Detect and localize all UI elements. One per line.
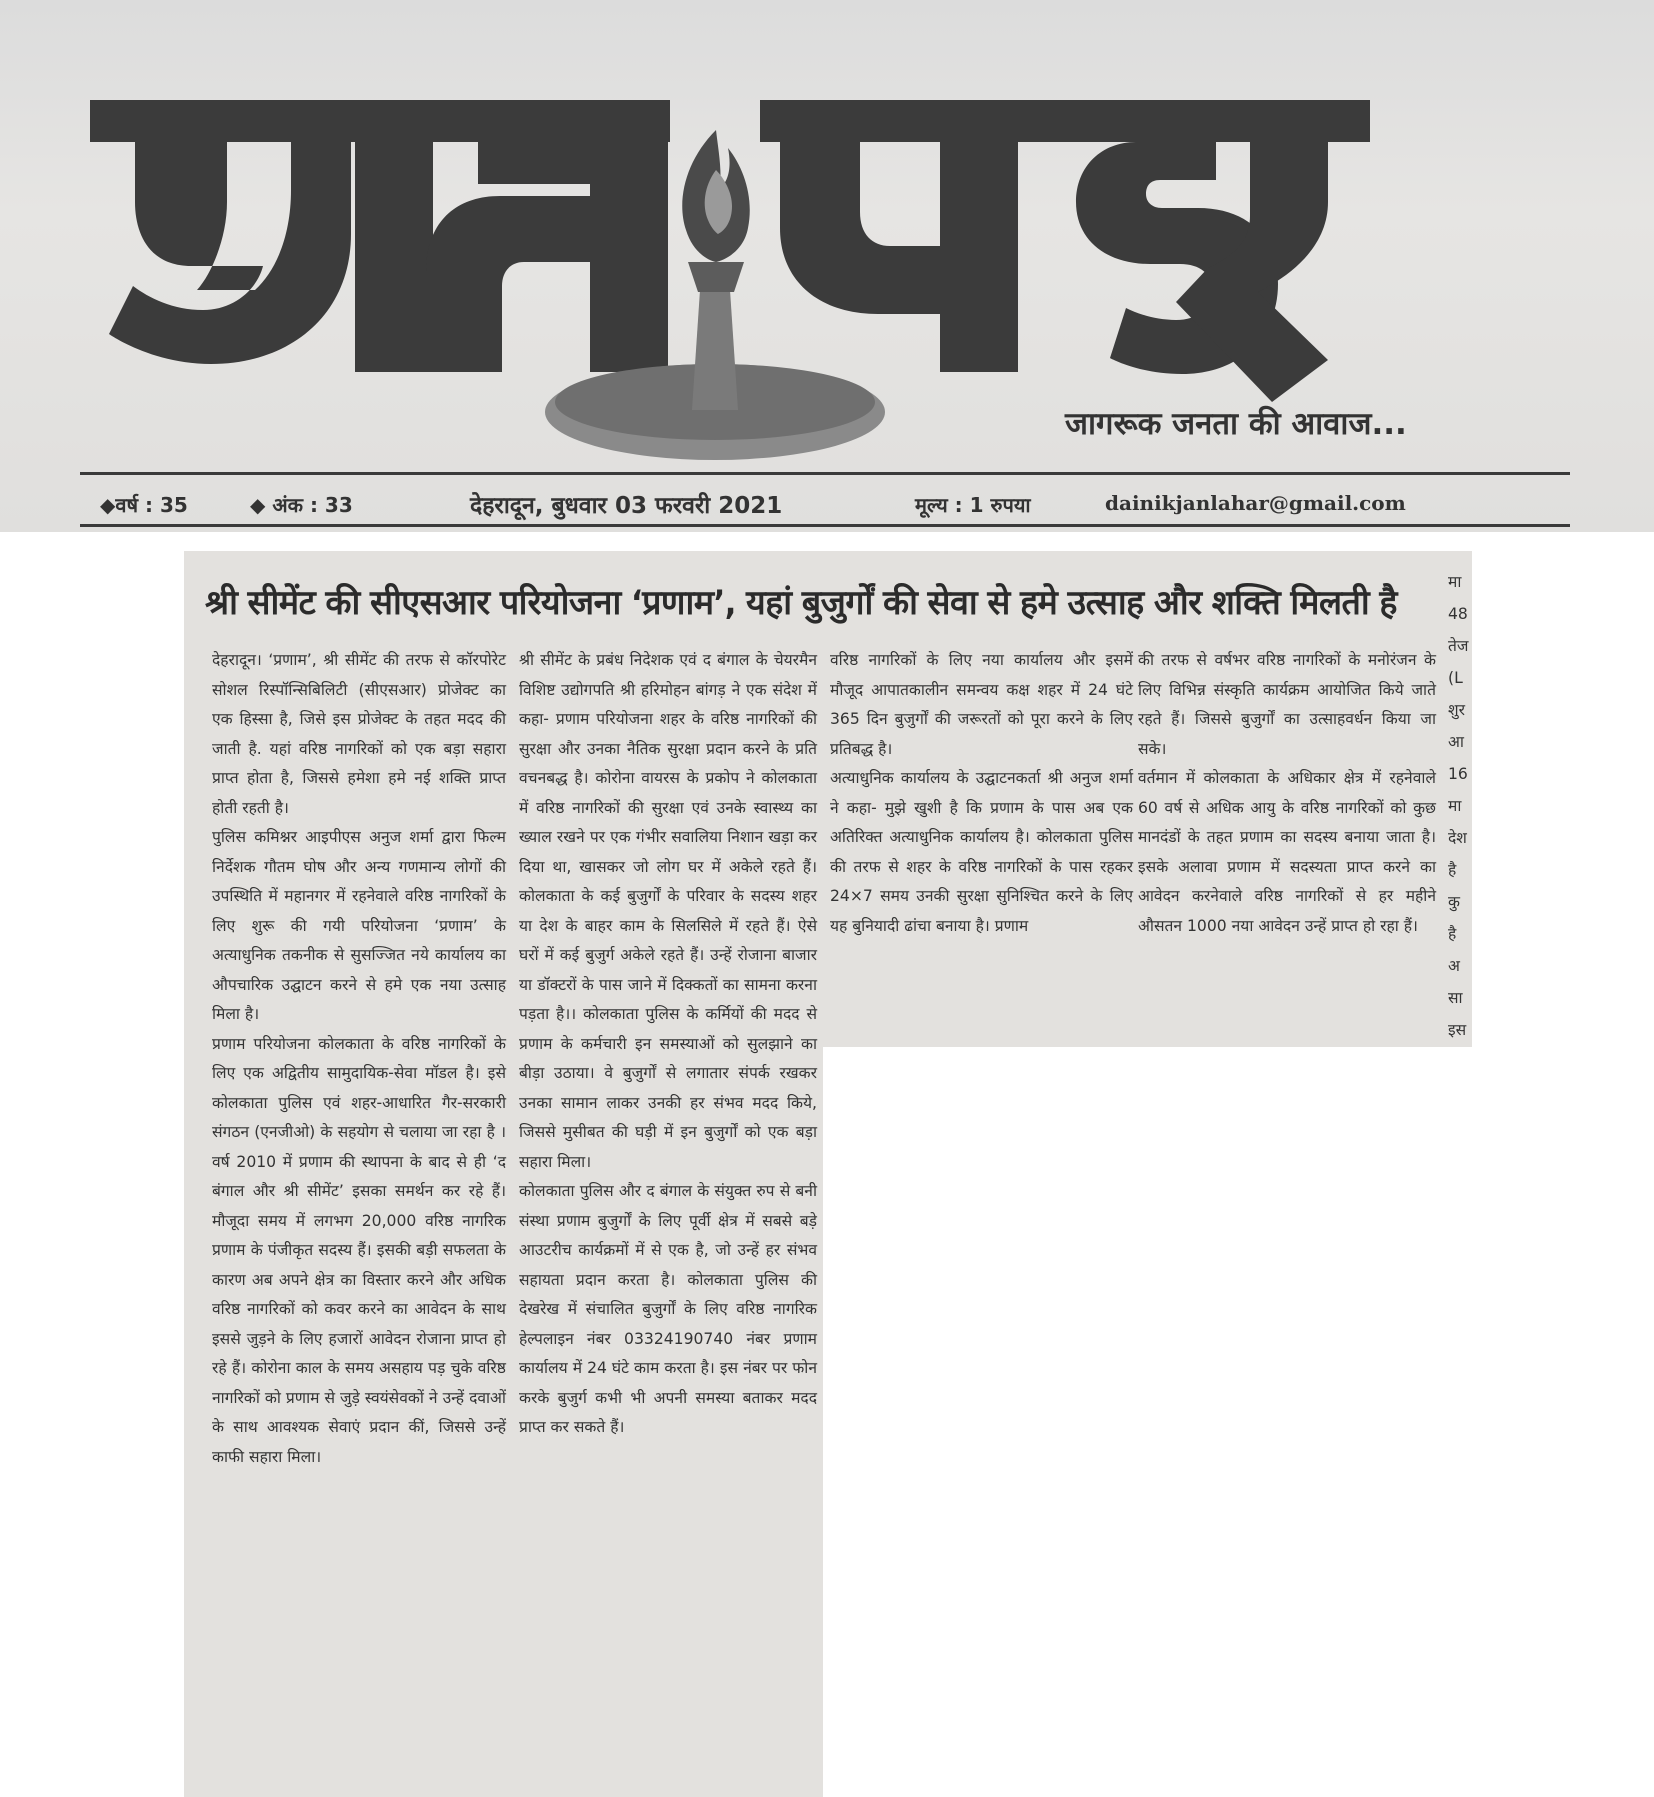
fragment-text: है (1448, 925, 1457, 943)
contact-email: dainikjanlahar@gmail.com (1105, 491, 1406, 515)
fragment-text: मा (1448, 573, 1462, 591)
article-paragraph: प्रणाम परियोजना कोलकाता के वरिष्ठ नागरिकों के लिए एक अद्वितीय सामुदायिक-सेवा मॉडल है। इसे कोलकाता पुलिस एवं शहर-आधारित गैर-सरकारी संगठन (एनजीओ) के सहयोग से चलाया जा रहा है । वर्ष 2010 में प्रणाम की स्थापना के बाद से ही ‘द बंगाल और श्री सीमेंट’ इसका समर्थन कर रहे हैं। मौजूदा समय में लगभग 20,000 वरिष्ठ नागरिक प्रणाम के पंजीकृत सदस्य हैं। इसकी बड़ी सफलता के कारण अब अपने क्षेत्र का विस्तार करने और अधिक वरिष्ठ नागरिकों को कवर करने का आवेदन के साथ इससे जुड़ने के लिए हजारों आवेदन रोजाना प्राप्त हो रहे हैं। कोरोना काल के समय असहाय पड़ चुके वरिष्ठ नागरिकों को प्रणाम से जुड़े स्वयंसेवकों ने उन्हें दवाओं के साथ आवश्यक सेवाएं प्रदान कीं, जिससे उन्हें काफी सहारा मिला। (212, 1034, 506, 1466)
fragment-text: तेज (1448, 637, 1469, 655)
issue-number: ◆ अंक : 33 (250, 493, 353, 517)
issue-price: मूल्य : 1 रुपया (915, 493, 1031, 517)
newspaper-title-logo (0, 0, 1654, 532)
fragment-text: है (1448, 861, 1457, 879)
article-paragraph: वर्तमान में कोलकाता के अधिकार क्षेत्र में रहनेवाले 60 वर्ष से अधिक आयु के वरिष्ठ नागरिकों को कुछ मानदंडों के तहत प्रणाम का सदस्य बनाया जाता है। इसके अलावा प्रणाम में सदस्यता प्राप्त करने का आवेदन करनेवाले वरिष्ठ नागरिकों से हर महीने औसतन 1000 नया आवेदन उन्हें प्राप्त हो रहा हैं। (1138, 769, 1436, 935)
fragment-text: इस (1448, 1021, 1467, 1039)
article-paragraph: कोलकाता पुलिस और द बंगाल के संयुक्त रुप से बनी संस्था प्रणाम बुजुर्गों के लिए पूर्वी क्षेत्र में सबसे बड़े आउटरीच कार्यक्रमों में से एक है, जो उन्हें हर संभव सहायता प्रदान करता है। कोलकाता पुलिस की देखरेख में संचालित बुजुर्गों के लिए वरिष्ठ नागरिक हेल्पलाइन नंबर 03324190740 नंबर प्रणाम कार्यालय में 24 घंटे काम करता है। इस नंबर पर फोन करके बुजुर्ग कभी भी अपनी समस्या बताकर मदद प्राप्त कर सकते हैं। (519, 1182, 817, 1436)
fragment-text: शुर (1448, 701, 1465, 719)
article-paragraph: अत्याधुनिक कार्यालय के उद्घाटनकर्ता श्री अनुज शर्मा ने कहा- मुझे खुशी है कि प्रणाम के पास अब एक अतिरिक्त अत्याधुनिक कार्यालय है। कोलकाता पुलिस की तरफ से शहर के वरिष्ठ नागरिकों के पास रहकर 24×7 समय उनकी सुरक्षा सुनिश्चित करने के लिए यह बुनियादी ढांचा बनाया है। प्रणाम (830, 769, 1133, 935)
fragment-text: देश (1448, 829, 1467, 847)
article-paragraph: पुलिस कमिश्नर आइपीएस अनुज शर्मा द्वारा फिल्म निर्देशक गौतम घोष और अन्य गणमान्य लोगों की उपस्थिति में महानगर में रहनेवाले वरिष्ठ नागरिकों के लिए शुरू की गयी परियोजना ‘प्रणाम’ के अत्याधुनिक तकनीक से सुसज्जित नये कार्यालय का औपचारिक उद्घाटन करने से हमे एक नया उत्साह मिला है। (212, 828, 506, 1023)
adjacent-article-fragment (1448, 566, 1472, 1046)
masthead-rule (80, 472, 1570, 475)
article-column (830, 646, 1133, 941)
article-column (519, 646, 817, 1443)
tagline: जागरूक जनता की आवाज... (1065, 406, 1407, 442)
masthead (0, 0, 1654, 532)
masthead-rule (80, 524, 1570, 527)
article-paragraph: वरिष्ठ नागरिकों के लिए नया कार्यालय और इसमें मौजूद आपातकालीन समन्वय कक्ष शहर में 24 घंटे 365 दिन बुजुर्गों की जरूरतों को पूरा करने के लिए प्रतिबद्ध है। (830, 651, 1133, 758)
fragment-text: 16 (1448, 765, 1468, 783)
article-paragraph: श्री सीमेंट के प्रबंध निदेशक एवं द बंगाल के चेयरमैन विशिष्ट उद्योगपति श्री हरिमोहन बांगड़ ने एक संदेश में कहा- प्रणाम परियोजना शहर के वरिष्ठ नागरिकों की सुरक्षा और उनका नैतिक सुरक्षा प्रदान करने के प्रति वचनबद्ध है। कोरोना वायरस के प्रकोप ने कोलकाता में वरिष्ठ नागरिकों की सुरक्षा एवं उनके स्वास्थ्य का ख्याल रखने पर एक गंभीर सवालिया निशान खड़ा कर दिया था, खासकर जो लोग घर में अकेले रहते हैं। कोलकाता के कई बुजुर्गों के परिवार के सदस्य शहर या देश के बाहर काम के सिलसिले में रहते हैं। ऐसे घरों में कई बुजुर्ग अकेले रहते हैं। उन्हें रोजाना बाजार या डॉक्टरों के पास जाने में दिक्कतों का सामना करना पड़ता है।। कोलकाता पुलिस के कर्मियों की मदद से प्रणाम के कर्मचारी इन समस्याओं को सुलझाने का बीड़ा उठाया। वे बुजुर्गों से लगातार संपर्क रखकर उनका सामान लाकर उनकी हर संभव मदद किये, जिससे मुसीबत की घड़ी में इन बुजुर्गों को एक बड़ा सहारा मिला। (519, 651, 817, 1171)
issue-volume: ◆वर्ष : 35 (100, 493, 188, 517)
fragment-text: (L (1448, 669, 1463, 687)
fragment-text: मा (1448, 797, 1462, 815)
fragment-text: अ (1448, 957, 1460, 975)
article-column (1138, 646, 1436, 941)
fragment-text: आ (1448, 733, 1464, 751)
fragment-text: कु (1448, 893, 1460, 911)
article-headline: श्री सीमेंट की सीएसआर परियोजना ‘प्रणाम’, यहां बुजुर्गों की सेवा से हमे उत्साह और शक्ति मिलती है (205, 583, 1397, 623)
article-paragraph: देहरादून। ‘प्रणाम’, श्री सीमेंट की तरफ से कॉरपोरेट सोशल रिस्पॉन्सिबिलिटी (सीएसआर) प्रोजेक्ट का एक हिस्सा है, जिसे इस प्रोजेक्ट के तहत मदद की जाती है. यहां वरिष्ठ नागरिकों को एक बड़ा सहारा प्राप्त होता है, जिससे हमेशा हमे नई शक्ति प्राप्त होती रहती है। (212, 651, 506, 817)
fragment-text: 48 (1448, 605, 1468, 623)
fragment-text: सा (1448, 989, 1463, 1007)
article-column (212, 646, 506, 1472)
article-paragraph: की तरफ से वर्षभर वरिष्ठ नागरिकों के मनोरंजन के लिए विभिन्न संस्कृति कार्यक्रम आयोजित किये जाते रहते हैं। जिससे बुजुर्गों का उत्साहवर्धन किया जा सके। (1138, 651, 1436, 758)
issue-dateline: देहरादून, बुधवार 03 फरवरी 2021 (470, 493, 783, 519)
